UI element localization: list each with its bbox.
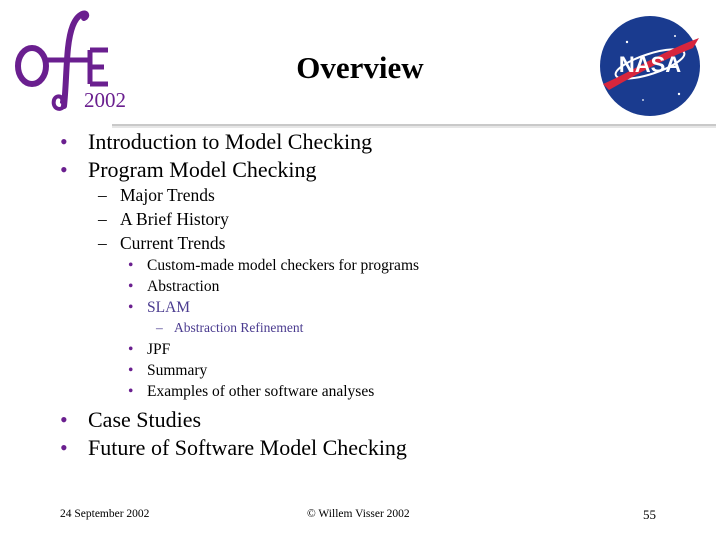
page-number: 55 bbox=[643, 507, 656, 522]
logo-year: 2002 bbox=[84, 88, 126, 112]
bullet-icon: • bbox=[128, 362, 134, 379]
nasa-text: NASA bbox=[618, 52, 682, 77]
bullet-icon: • bbox=[60, 129, 68, 154]
list-item: • Examples of other software analyses bbox=[128, 383, 375, 400]
footer-date: 24 September 2002 bbox=[60, 508, 150, 520]
list-item: • Future of Software Model Checking bbox=[60, 435, 407, 460]
list-item: • Case Studies bbox=[60, 407, 202, 432]
bullet-icon: • bbox=[128, 341, 134, 358]
dash-icon: – bbox=[156, 320, 163, 335]
footer-author: © Willem Visser 2002 bbox=[307, 508, 410, 520]
bullet-icon: • bbox=[128, 278, 134, 295]
list-item: • JPF bbox=[128, 341, 171, 358]
slide-title: Overview bbox=[296, 50, 424, 85]
dash-icon: – bbox=[98, 233, 107, 253]
dash-icon: – bbox=[98, 185, 107, 205]
list-item: – Current Trends bbox=[98, 233, 226, 253]
list-item: – Abstraction Refinement bbox=[156, 320, 304, 335]
list-item: • Summary bbox=[128, 362, 208, 379]
list-item: • Introduction to Model Checking bbox=[60, 129, 373, 154]
bullet-icon: • bbox=[128, 383, 134, 400]
list-item: • SLAM bbox=[128, 299, 191, 316]
bullet-icon: • bbox=[128, 257, 134, 274]
bullet-icon: • bbox=[60, 157, 68, 182]
bullet-icon: • bbox=[60, 435, 68, 460]
bullet-icon: • bbox=[128, 299, 134, 316]
list-item: • Program Model Checking bbox=[60, 157, 317, 182]
list-item: • Abstraction bbox=[128, 278, 220, 295]
list-item: – A Brief History bbox=[98, 209, 229, 229]
bullet-icon: • bbox=[60, 407, 68, 432]
list-item: • Custom-made model checkers for programs bbox=[128, 257, 420, 274]
list-item: – Major Trends bbox=[98, 185, 215, 205]
dash-icon: – bbox=[98, 209, 107, 229]
nasa-logo bbox=[597, 14, 703, 118]
header-rule bbox=[112, 124, 716, 128]
